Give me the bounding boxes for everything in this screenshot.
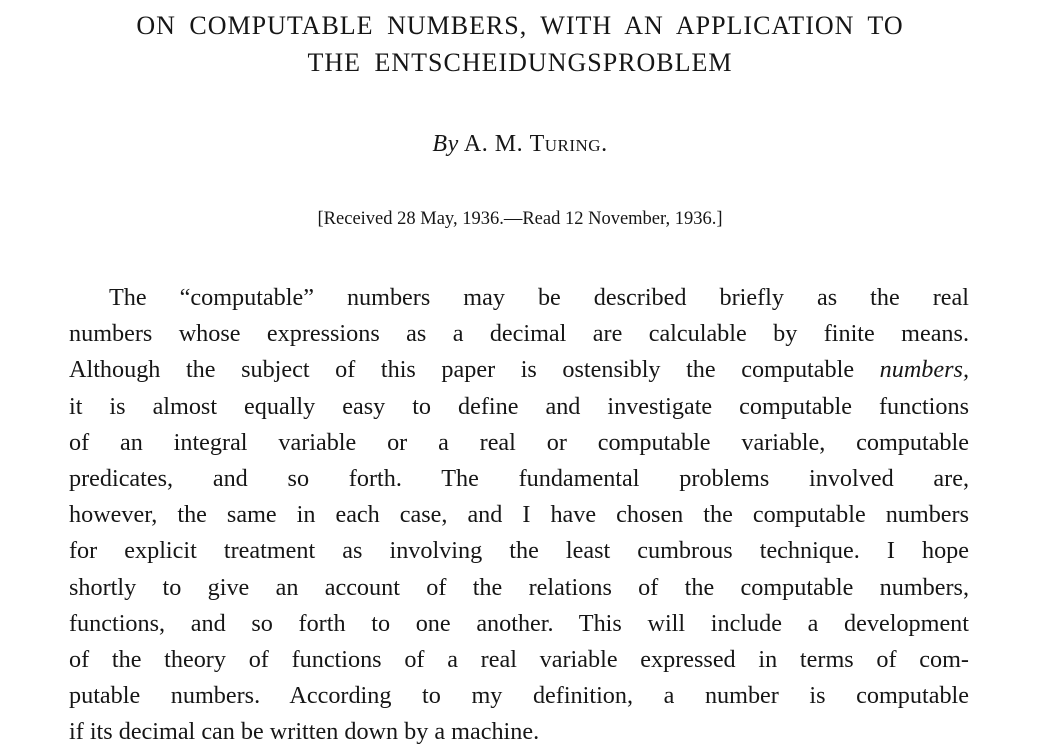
italic-emphasis: numbers,: [879, 356, 969, 384]
received-date-note: [Received 28 May, 1936.—Read 12 November, 1936.]: [317, 209, 723, 229]
paragraph-line: of an integral variable or a real or computable variable, computable: [69, 428, 969, 456]
author-initials: A. M.: [463, 131, 524, 157]
paragraph-line: numbers whose expressions as a decimal are calculable by finite means.: [69, 320, 969, 348]
paragraph-line: if its decimal can be written down by a machine.: [69, 718, 540, 746]
author-byline: [0, 129, 1040, 159]
paper-title-line-2: THE ENTSCHEIDUNGSPROBLEM: [307, 48, 733, 77]
paragraph-line: [69, 352, 969, 388]
paragraph-line: The “computable” numbers may be described briefly as the real: [109, 284, 969, 311]
paragraph-line: predicates, and so forth. The fundamental problems involved are,: [69, 465, 969, 493]
author-surname: Turing.: [529, 131, 608, 157]
paragraph-line: of the theory of functions of a real variable expressed in terms of com-: [69, 646, 969, 674]
paragraph-line: for explicit treatment as involving the least cumbrous technique. I hope: [69, 537, 969, 565]
abstract-paragraph: [69, 280, 969, 751]
paragraph-line: however, the same in each case, and I have chosen the computable numbers: [69, 501, 969, 529]
paper-title-line-1: ON COMPUTABLE NUMBERS, WITH AN APPLICATION TO: [136, 11, 904, 40]
paragraph-line: shortly to give an account of the relations of the computable numbers,: [69, 573, 969, 601]
paragraph-line: functions, and so forth to one another. This will include a development: [69, 609, 969, 637]
byline-by: By: [432, 131, 459, 157]
paragraph-line: it is almost equally easy to define and investigate computable functions: [69, 392, 969, 420]
paragraph-line: putable numbers. According to my definition, a number is computable: [69, 682, 969, 710]
paragraph-line-text: Although the subject of this paper is ostensibly the computable: [69, 356, 855, 384]
